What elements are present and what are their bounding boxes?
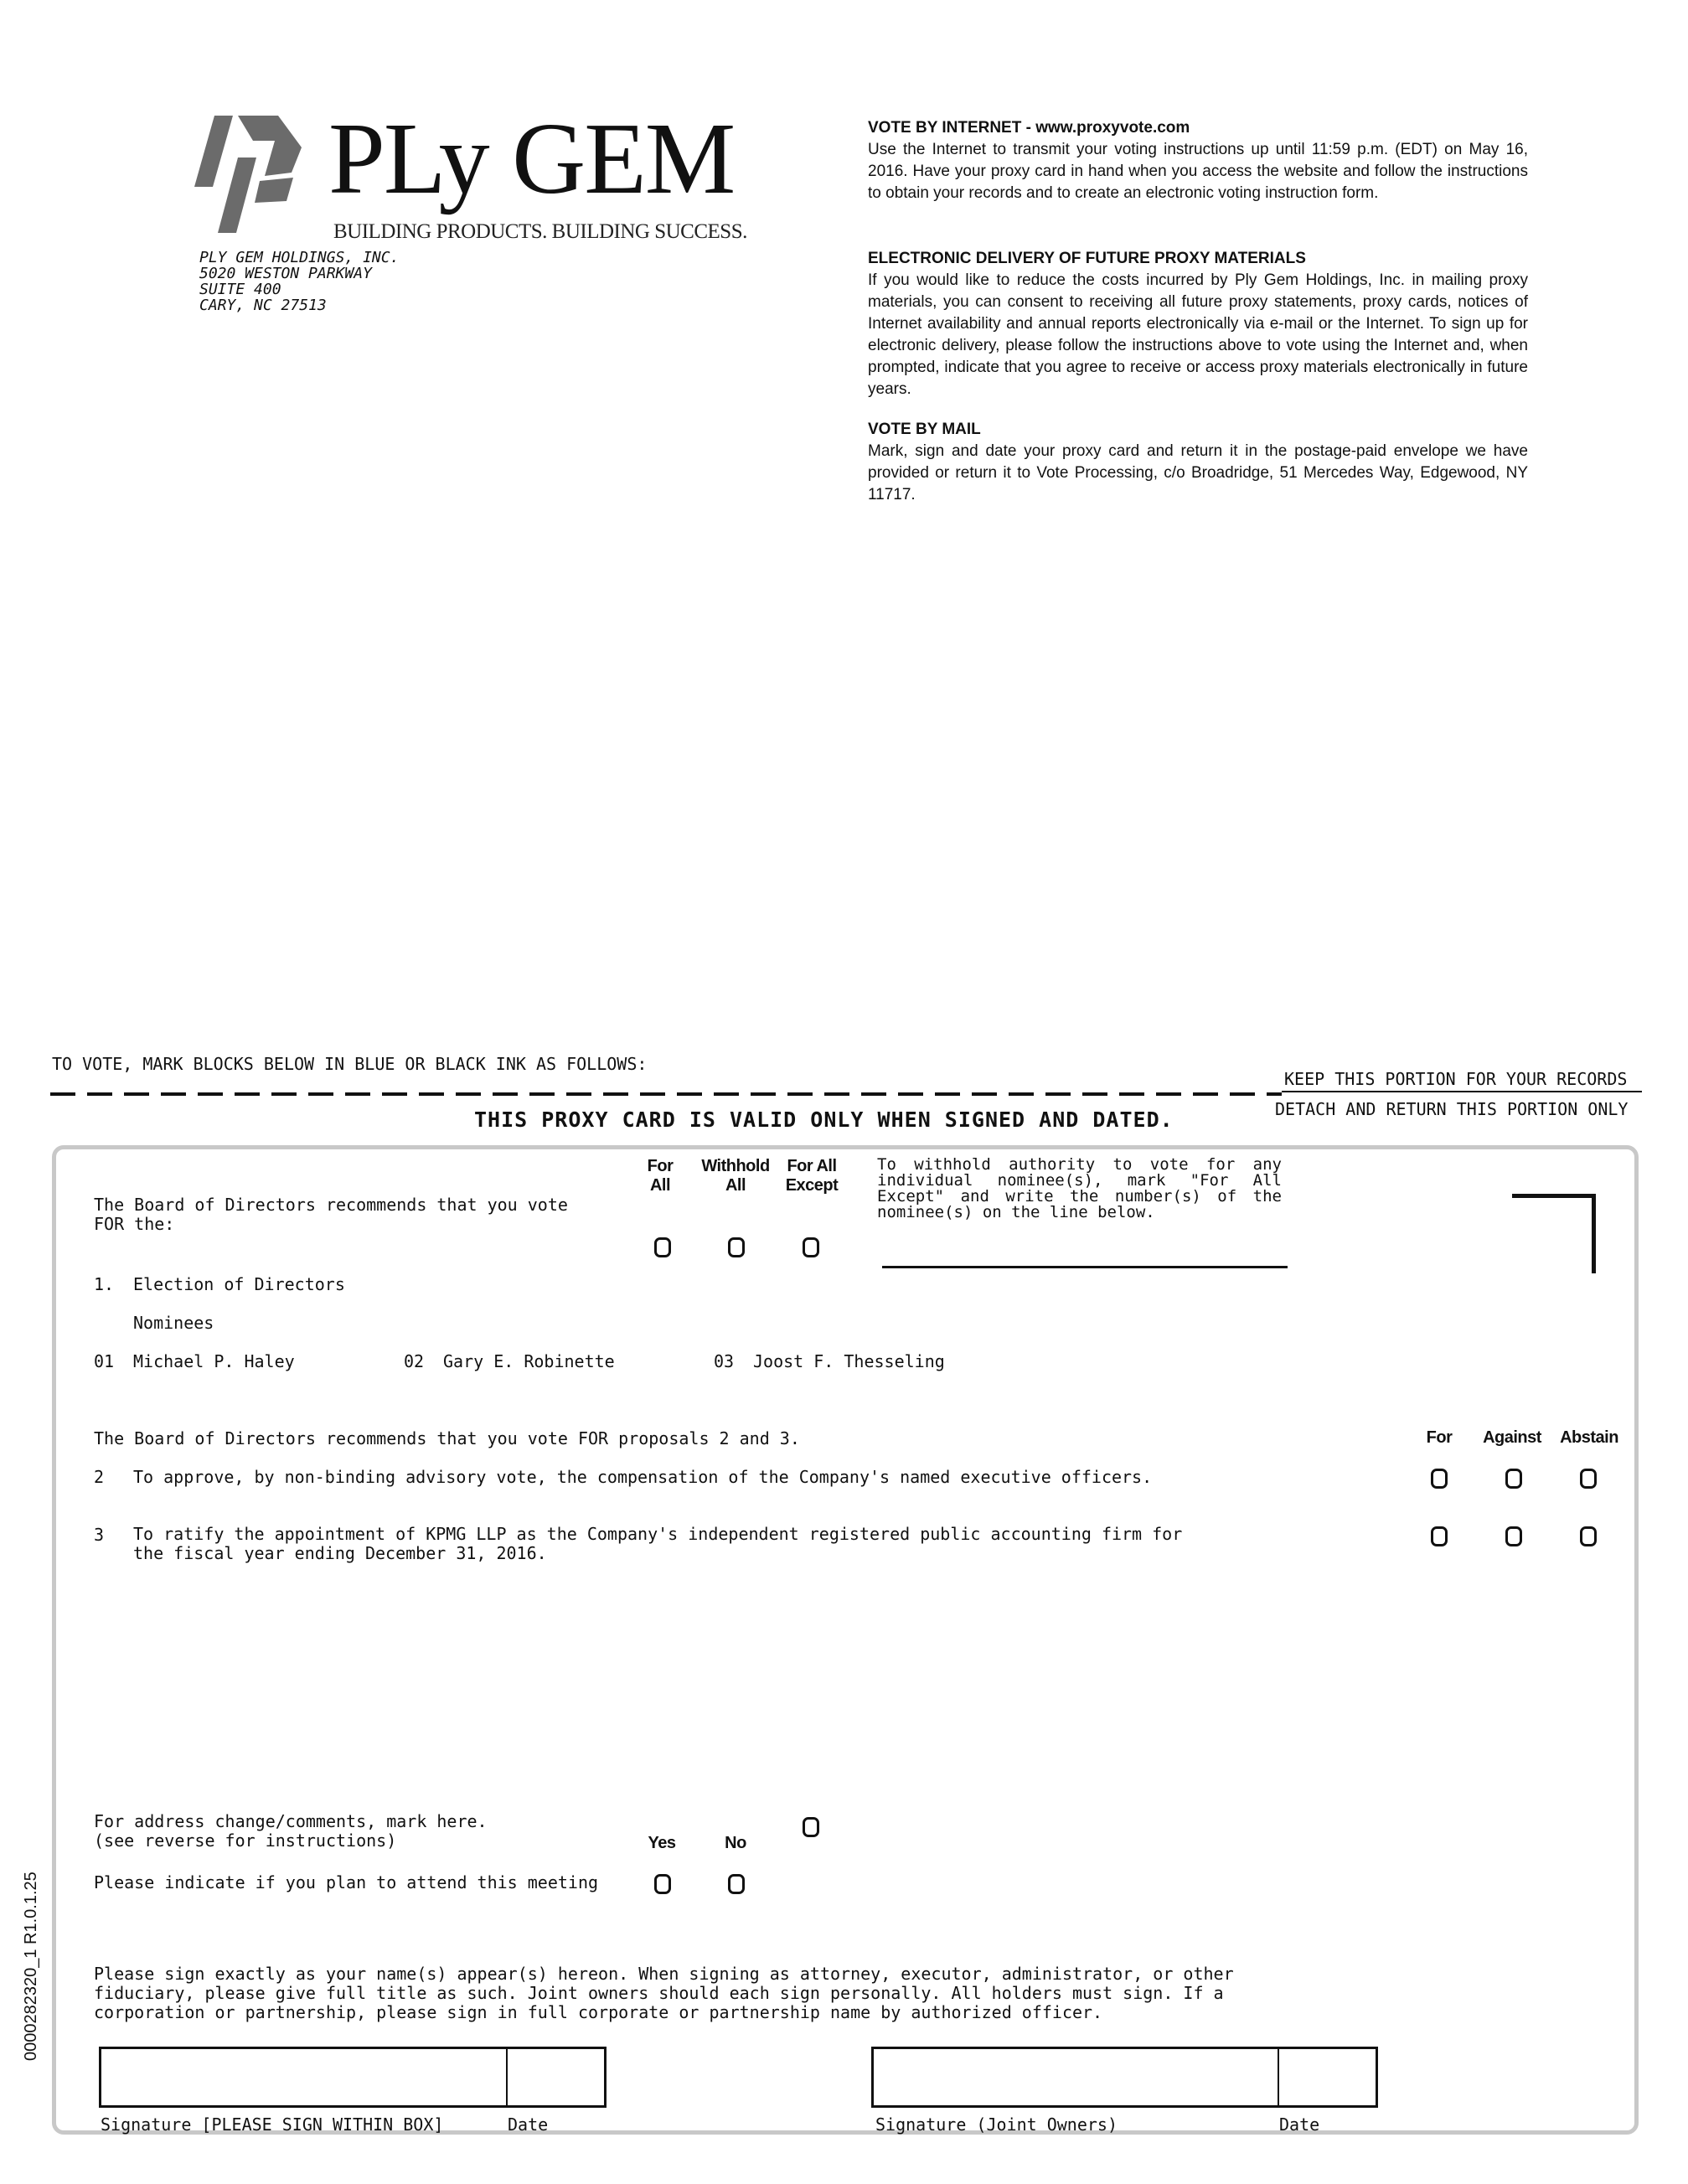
proposal-2-number: 2 [94,1467,105,1487]
nominee-number: 01 [94,1351,115,1371]
valid-only-notice: THIS PROXY CARD IS VALID ONLY WHEN SIGNED AND DATED. [474,1107,1174,1132]
for-all-except-checkbox[interactable] [803,1237,819,1257]
signature-label: Signature [PLEASE SIGN WITHIN BOX] [101,2114,444,2135]
proposal-2-text: To approve, by non-binding advisory vote, the compensation of the Company's named executive officers. [133,1467,1153,1487]
date-label: Date [508,2114,549,2135]
proposal-3-text: To ratify the appointment of KPMG LLP as the Company's independent registered public accounting firm for the fiscal year ending December 31, 2016. [133,1524,1183,1563]
item-1-number: 1. [94,1274,115,1294]
joint-date-label: Date [1279,2114,1320,2135]
electronic-delivery-section [868,248,1528,400]
joint-signature-label: Signature (Joint Owners) [875,2114,1118,2135]
proposal-2-for-checkbox[interactable] [1431,1469,1448,1489]
document-control-code: 0000282320_1 R1.0.1.25 [22,1872,40,2061]
electronic-delivery-title: ELECTRONIC DELIVERY OF FUTURE PROXY MATERIALS [868,250,1306,267]
withhold-instructions: To withhold authority to vote for any individual nominee(s), mark "For All Except" and write the number(s) of the nominee(s) on the line below. [877,1155,1282,1221]
nominee-name: Gary E. Robinette [443,1351,615,1371]
proposal-3-number: 3 [94,1525,105,1545]
address-line: CARY, NC 27513 [199,297,327,314]
col-for-all-except-header: For All Except [785,1157,839,1195]
withhold-all-checkbox[interactable] [728,1237,745,1257]
col-for-all-header: For All [647,1157,674,1195]
attend-meeting-text: Please indicate if you plan to attend this meeting [94,1872,599,1892]
attend-yes-checkbox[interactable] [654,1874,671,1894]
corner-mark [1592,1194,1596,1273]
proposal-2-against-checkbox[interactable] [1505,1469,1522,1489]
address-line: PLY GEM HOLDINGS, INC. [199,249,400,266]
nominee-name: Joost F. Thesseling [753,1351,945,1371]
address-change-text: For address change/comments, mark here. (see reverse for instructions) [94,1811,488,1851]
proposal-3-against-checkbox[interactable] [1505,1526,1522,1546]
col-yes-header: Yes [648,1834,676,1852]
col-for-header: For [1426,1428,1453,1447]
nominees-label: Nominees [133,1313,214,1333]
col-against-header: Against [1483,1428,1541,1447]
col-no-header: No [725,1834,746,1852]
mark-instructions: TO VOTE, MARK BLOCKS BELOW IN BLUE OR BLACK INK AS FOLLOWS: [52,1054,648,1074]
item-1-label: Election of Directors [133,1274,345,1294]
detach-return-label: DETACH AND RETURN THIS PORTION ONLY [1275,1099,1629,1119]
detach-dashed-line [50,1092,1282,1096]
board-recommendation-1: The Board of Directors recommends that you vote FOR the: [94,1195,568,1234]
signature-box[interactable] [99,2047,607,2108]
vote-by-mail-title: VOTE BY MAIL [868,421,981,438]
keep-portion-underline [1282,1091,1642,1092]
address-line: 5020 WESTON PARKWAY [199,265,372,282]
vote-by-mail-section [868,419,1528,506]
vote-by-internet-section [868,117,1528,204]
address-change-checkbox[interactable] [803,1817,819,1837]
nominee-name: Michael P. Haley [133,1351,295,1371]
proposal-3-abstain-checkbox[interactable] [1580,1526,1597,1546]
col-abstain-header: Abstain [1560,1428,1618,1447]
signature-date-divider [506,2049,508,2106]
col-withhold-all-header: Withhold All [701,1157,770,1195]
signing-instructions: Please sign exactly as your name(s) appear(s) hereon. When signing as attorney, executor, administrator, or other fiduciary, please give full title as such. Joint owners should each sign personally. All holders must sign. If a corporation or partnership, please sign in full corporate or partnership name by authorized officer. [94,1964,1234,2022]
company-address [199,250,399,313]
corner-mark [1512,1194,1596,1198]
electronic-delivery-text: If you would like to reduce the costs incurred by Ply Gem Holdings, Inc. in mailing proxy materials, you can consent to receiving all future proxy statements, proxy cards, notices of Internet availability and annual reports electronically via e-mail or the Internet. To sign up for electronic delivery, please follow the instructions above to vote using the Internet and, when prompted, indicate that you agree to receive or access proxy materials electronically in future years. [868,271,1528,398]
for-all-checkbox[interactable] [654,1237,671,1257]
address-line: SUITE 400 [199,281,281,298]
board-recommendation-2: The Board of Directors recommends that you vote FOR proposals 2 and 3. [94,1428,800,1448]
joint-signature-box[interactable] [871,2047,1378,2108]
vote-by-mail-text: Mark, sign and date your proxy card and return it in the postage-paid envelope we have provided or return it to Vote Processing, c/o Broadridge, 51 Mercedes Way, Edgewood, NY 11717. [868,442,1528,503]
proposal-3-for-checkbox[interactable] [1431,1526,1448,1546]
vote-by-internet-title: VOTE BY INTERNET - www.proxyvote.com [868,119,1190,137]
nominee-number: 02 [404,1351,425,1371]
joint-signature-date-divider [1278,2049,1279,2106]
ply-gem-logo-icon [194,116,302,233]
proposal-2-abstain-checkbox[interactable] [1580,1469,1597,1489]
vote-by-internet-text: Use the Internet to transmit your voting instructions up until 11:59 p.m. (EDT) on May 16, 2016. Have your proxy card in hand when you access the website and follow the instructions to obtain your records and to create an electronic voting instruction form. [868,141,1528,202]
attend-no-checkbox[interactable] [728,1874,745,1894]
nominee-number: 03 [714,1351,735,1371]
keep-portion-label: KEEP THIS PORTION FOR YOUR RECORDS [1284,1069,1628,1089]
logo-tagline: BUILDING PRODUCTS. BUILDING SUCCESS. [333,220,747,243]
logo-name: PLy GEM [328,102,735,215]
nominee-number-line[interactable] [882,1266,1288,1268]
